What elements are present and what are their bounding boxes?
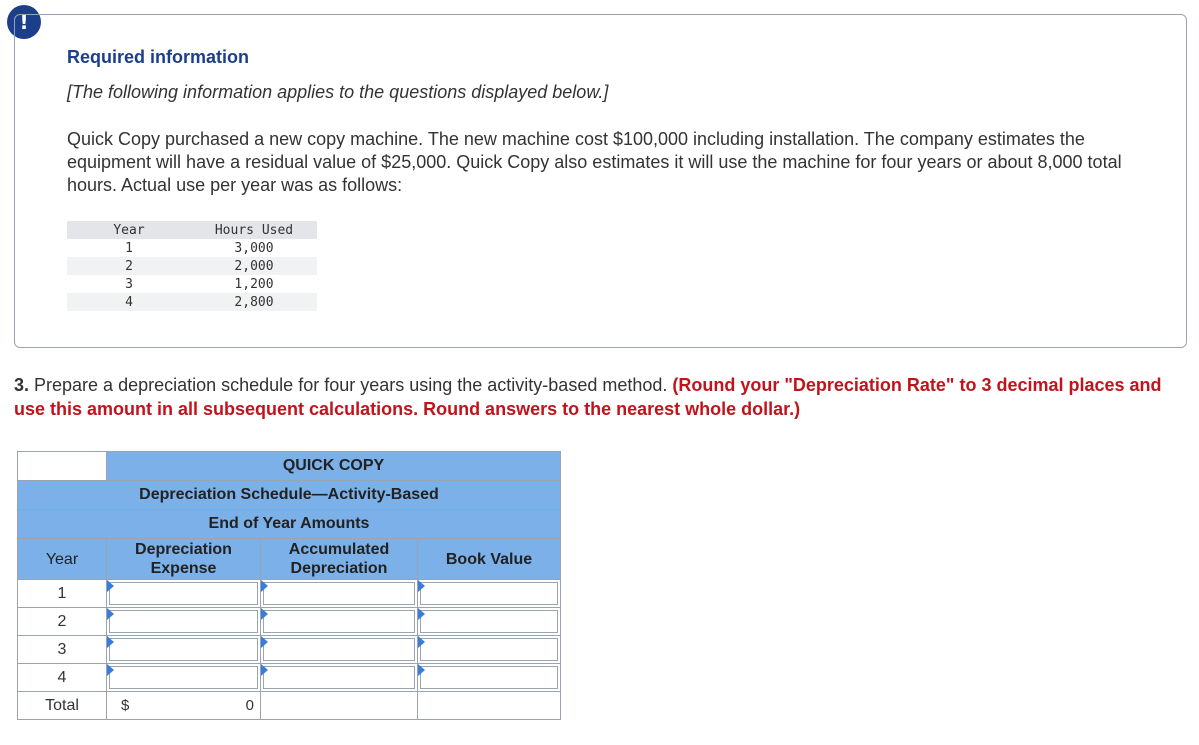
schedule-year: 2 xyxy=(18,608,107,636)
question-prompt xyxy=(14,373,1184,421)
schedule-year: 4 xyxy=(18,664,107,692)
schedule-company: QUICK COPY xyxy=(107,452,561,481)
depreciation-expense-input[interactable] xyxy=(109,582,258,605)
cell-marker-icon xyxy=(107,664,114,676)
total-currency-symbol: $ xyxy=(121,697,130,714)
total-depreciation-expense xyxy=(107,692,260,719)
hours-table-hours: 2,800 xyxy=(191,293,317,311)
cell-marker-icon xyxy=(261,636,268,648)
schedule-title: Depreciation Schedule—Activity-Based xyxy=(18,481,561,510)
book-value-input[interactable] xyxy=(420,582,558,605)
column-header-depreciation-line1: Depreciation xyxy=(135,541,232,558)
hours-table-year: 2 xyxy=(67,257,191,275)
cell-marker-icon xyxy=(418,608,425,620)
schedule-year: 1 xyxy=(18,580,107,608)
accumulated-depreciation-input[interactable] xyxy=(263,638,415,661)
cell-marker-icon xyxy=(418,636,425,648)
problem-statement: Quick Copy purchased a new copy machine. The new machine cost $100,000 including installation. The company estimates the equipment will have a residual value of $25,000. Quick Copy also estimates it will use the machine for four years or about 8,000 total hours. Actual use per year was as follows: xyxy=(67,129,1122,195)
book-value-input[interactable] xyxy=(420,638,558,661)
depreciation-expense-input[interactable] xyxy=(109,638,258,661)
question-instruction: (Round your "Depreciation Rate" to 3 decimal places and use this amount in all subsequent calculations. Round answers to the nearest whole dollar.) xyxy=(14,375,1162,419)
accumulated-depreciation-input[interactable] xyxy=(263,610,415,633)
table-row xyxy=(18,636,561,664)
table-row xyxy=(18,664,561,692)
hours-table-header-year: Year xyxy=(67,221,191,239)
total-value: 0 xyxy=(245,697,254,714)
table-row xyxy=(67,239,317,257)
depreciation-expense-input[interactable] xyxy=(109,666,258,689)
schedule-year: 3 xyxy=(18,636,107,664)
column-header-book-value: Book Value xyxy=(418,539,561,580)
hours-table-year: 3 xyxy=(125,276,133,292)
table-row xyxy=(67,275,317,293)
accumulated-depreciation-input[interactable] xyxy=(263,582,415,605)
column-header-accumulated-line1: Accumulated xyxy=(288,541,390,558)
column-header-year: Year xyxy=(18,539,107,580)
table-row xyxy=(67,293,317,311)
required-information-title: Required information xyxy=(67,47,250,67)
table-row xyxy=(67,257,317,275)
cell-marker-icon xyxy=(418,664,425,676)
schedule-subtitle: End of Year Amounts xyxy=(18,510,561,539)
depreciation-expense-input[interactable] xyxy=(109,610,258,633)
hours-table-header-hours: Hours Used xyxy=(191,221,317,239)
hours-table-hours: 2,000 xyxy=(191,257,317,275)
hours-table-year: 1 xyxy=(125,240,133,256)
column-header-accumulated-depreciation xyxy=(261,539,418,580)
book-value-input[interactable] xyxy=(420,666,558,689)
accumulated-depreciation-input[interactable] xyxy=(263,666,415,689)
table-row xyxy=(18,580,561,608)
hours-used-table xyxy=(67,221,317,311)
cell-marker-icon xyxy=(261,664,268,676)
hours-table-hours: 3,000 xyxy=(234,240,274,256)
question-number: 3. xyxy=(14,375,30,395)
alert-icon: ! xyxy=(7,5,41,39)
required-information-subtitle: [The following information applies to the questions displayed below.] xyxy=(67,82,609,102)
cell-marker-icon xyxy=(107,636,114,648)
total-label: Total xyxy=(18,692,107,720)
cell-marker-icon xyxy=(261,608,268,620)
column-header-depreciation-line2: Expense xyxy=(150,560,217,577)
question-text: Prepare a depreciation schedule for four years using the activity-based method. xyxy=(29,375,673,395)
cell-marker-icon xyxy=(418,580,425,592)
column-header-depreciation-expense xyxy=(107,539,261,580)
cell-marker-icon xyxy=(107,608,114,620)
hours-table-year: 4 xyxy=(67,293,191,311)
hours-table-hours: 1,200 xyxy=(234,276,274,292)
cell-marker-icon xyxy=(107,580,114,592)
table-row-total xyxy=(18,692,561,720)
cell-marker-icon xyxy=(261,580,268,592)
table-row xyxy=(18,608,561,636)
column-header-accumulated-line2: Depreciation xyxy=(290,560,388,577)
book-value-input[interactable] xyxy=(420,610,558,633)
depreciation-schedule-table xyxy=(17,451,561,720)
